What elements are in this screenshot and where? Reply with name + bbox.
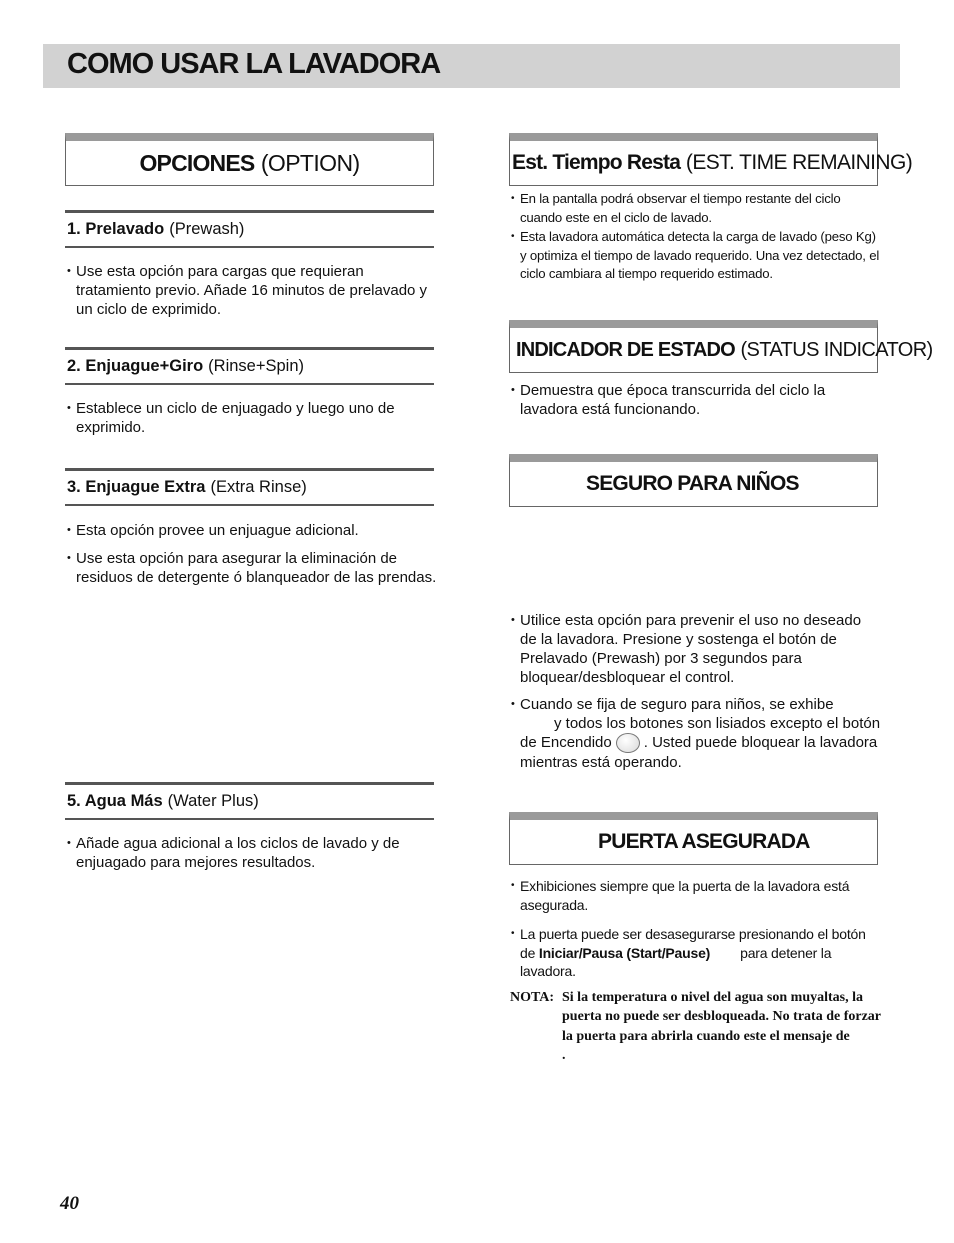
- section-title-bold: Est. Tiempo Resta: [512, 151, 681, 174]
- section-header-opciones: [65, 133, 434, 186]
- option-bullet: • Añade agua adicional a los ciclos de lavado y de enjuagado para mejores resultados.: [67, 835, 400, 871]
- option-heading-agua-mas: [65, 782, 434, 820]
- option-bullet: • Use esta opción para cargas que requieran tratamiento previo. Añade 16 minutos de prelavado y un ciclo de exprimido.: [67, 263, 428, 318]
- nota-label: NOTA:: [510, 990, 555, 1005]
- section-title-english: (EST. TIME REMAINING): [685, 151, 913, 174]
- est-tiempo-bullet: • Esta lavadora automática detecta la carga de lavado (peso Kg) y optimiza el tiempo de lavado requerido. Una vez detectado, el ciclo cambiara al tiempo requerido estimado.: [511, 229, 880, 281]
- bullet-dot: •: [67, 837, 71, 849]
- option-english: (Prewash): [169, 220, 245, 238]
- option-bullet: • Establece un ciclo de enjuagado y luego uno de exprimido.: [67, 400, 395, 436]
- puerta-bullet: • Exhibiciones siempre que la puerta de la lavadora está asegurada.: [511, 878, 850, 913]
- section-title-english: (OPTION): [260, 149, 360, 176]
- option-heading-enjuague-giro: [65, 347, 434, 385]
- option-name: 5. Agua Más: [67, 792, 163, 810]
- seguro-bullet: • Utilice esta opción para prevenir el uso no deseado de la lavadora. Presione y sostenga el botón de Prelavado (Prewash) por 3 segundos para bloquear/desbloquear el control.: [511, 612, 862, 686]
- section-title-bold: INDICADOR DE ESTADO: [516, 338, 735, 361]
- section-header-puerta: [509, 812, 878, 865]
- option-english: (Extra Rinse): [210, 478, 307, 496]
- bullet-dot: •: [511, 880, 515, 891]
- section-title-english: (STATUS INDICATOR): [740, 338, 933, 361]
- bullet-dot: •: [511, 928, 515, 939]
- section-header-seguro: [509, 454, 878, 507]
- section-header-indicador: [509, 320, 933, 373]
- nota-text: Si la temperatura o nivel del agua son muyaltas, la puerta no puede ser desbloqueada. No trata de forzar la puerta para abrirla cuando este el mensaje de: [562, 990, 881, 1044]
- bullet-dot: •: [511, 614, 515, 626]
- bullet-dot: •: [511, 231, 515, 242]
- option-name: 1. Prelavado: [67, 220, 165, 238]
- option-heading-enjuague-extra: [65, 468, 434, 506]
- section-header-est-tiempo: [509, 133, 913, 186]
- option-name: 2. Enjuague+Giro: [67, 357, 204, 375]
- page-title: COMO USAR LA LAVADORA: [67, 48, 441, 80]
- section-title-bold: OPCIONES: [139, 149, 255, 176]
- option-bullet: • Esta opción provee un enjuague adicional.: [67, 522, 359, 539]
- est-tiempo-bullet: • En la pantalla podrá observar el tiempo restante del ciclo cuando este en el ciclo de lavado.: [511, 191, 841, 225]
- option-bullet: • Use esta opción para asegurar la eliminación de residuos de detergente ó blanqueador de las prendas.: [67, 550, 437, 586]
- bullet-dot: •: [511, 193, 515, 204]
- page-number: 40: [60, 1193, 79, 1214]
- option-english: (Water Plus): [167, 792, 259, 810]
- section-title-bold: PUERTA ASEGURADA: [598, 830, 810, 853]
- seguro-bullet: • Cuando se fija de seguro para niños, se exhibe y todos los botones son lisiados excepto el botón de Encendido . Usted puede bloquear la lavadora mientras está operando.: [511, 696, 881, 772]
- page-title-bar: [43, 44, 900, 88]
- bullet-dot: •: [67, 265, 71, 277]
- bullet-dot: •: [511, 698, 515, 710]
- option-heading-prelavado: [65, 210, 434, 248]
- bullet-dot: •: [67, 524, 71, 536]
- section-title-bold: SEGURO PARA NIÑOS: [586, 472, 799, 495]
- bullet-dot: •: [67, 402, 71, 414]
- bullet-dot: •: [511, 384, 515, 396]
- bullet-dot: •: [67, 552, 71, 564]
- option-name: 3. Enjuague Extra: [67, 478, 206, 496]
- puerta-bullet: • La puerta puede ser desasegurarse presionando el botón de Iniciar/Pausa (Start/Pause) para detener la lavadora.: [511, 926, 866, 979]
- indicador-bullet: • Demuestra que época transcurrida del ciclo la lavadora está funcionando.: [511, 382, 826, 418]
- power-button-icon: [616, 733, 640, 753]
- option-english: (Rinse+Spin): [208, 357, 305, 375]
